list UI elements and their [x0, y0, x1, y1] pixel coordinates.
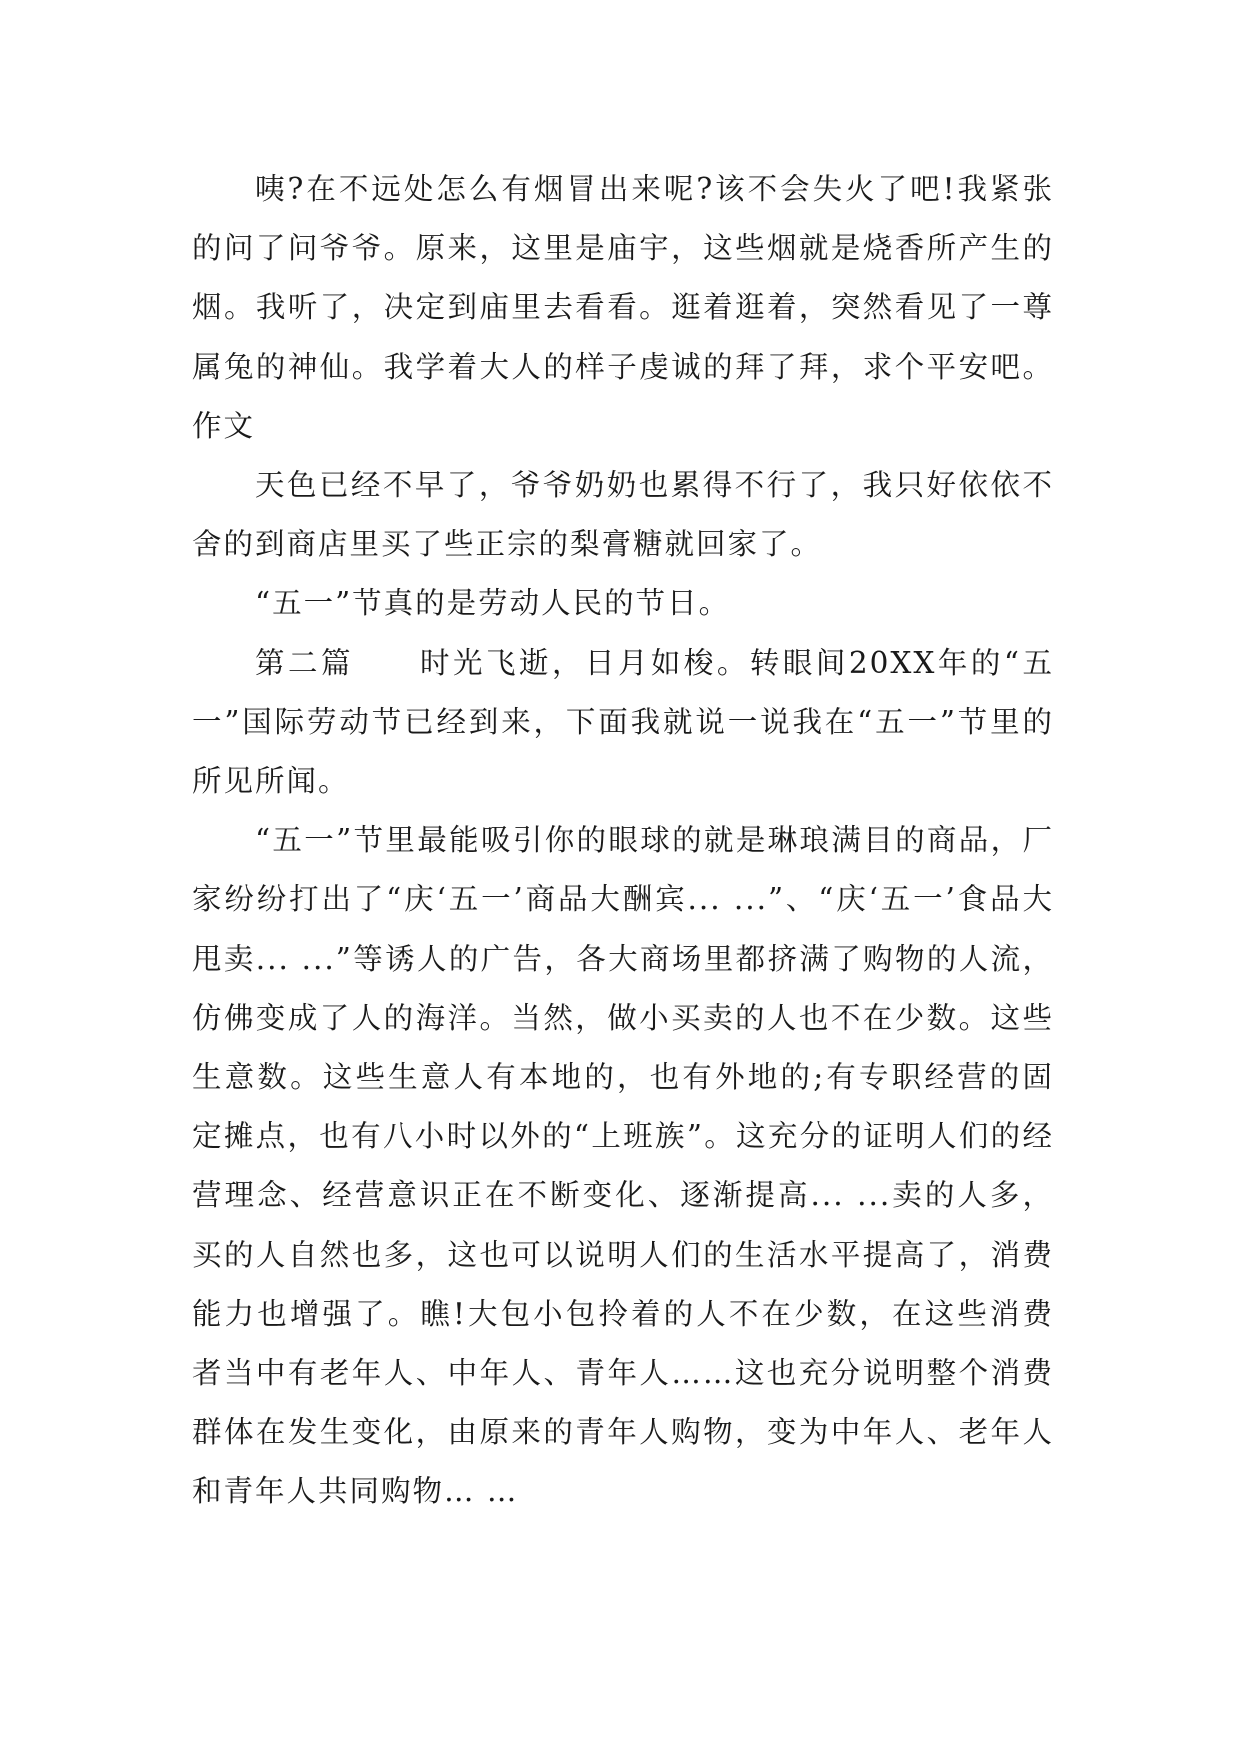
paragraph-going-home: 天色已经不早了，爷爷奶奶也累得不行了，我只好依依不舍的到商店里买了些正宗的梨膏糖就回家了。	[192, 468, 1054, 562]
paragraph-shopping: “五一”节里最能吸引你的眼球的就是琳琅满目的商品，厂家纷纷打出了“庆‘五一’商品大酬宾... ...”、“庆‘五一’食品大甩卖... ...”等诱人的广告，各大商场里都挤满了购物的人流，仿佛变成了人的海洋。当然，做小买卖的人也不在少数。这些生意数。这些生意人有本地的，也有外地的;有专职经营的固定摊点，也有八小时以外的“上班族”。这充分的证明人们的经营理念、经营意识正在不断变化、逐渐提高... ...卖的人多，买的人自然也多，这也可以说明人们的生活水平提高了，消费能力也增强了。瞧!大包小包拎着的人不在少数，在这些消费者当中有老年人、中年人、青年人……这也充分说明整个消费群体在发生变化，由原来的青年人购物，变为中年人、老年人和青年人共同购物… …	[192, 823, 1054, 1509]
paragraph-second-article-intro: 第二篇 时光飞逝，日月如梭。转眼间20XX年的“五一”国际劳动节已经到来，下面我就说一说我在“五一”节里的所见所闻。	[192, 645, 1054, 799]
document-body	[192, 160, 1054, 1522]
paragraph-labor-day: “五一”节真的是劳动人民的节日。	[255, 586, 731, 621]
paragraph-temple: 咦?在不远处怎么有烟冒出来呢?该不会失火了吧!我紧张的问了问爷爷。原来，这里是庙宇，这些烟就是烧香所产生的烟。我听了，决定到庙里去看看。逛着逛着，突然看见了一尊属兔的神仙。我学着大人的样子虔诚的拜了拜，求个平安吧。作文	[192, 172, 1054, 443]
